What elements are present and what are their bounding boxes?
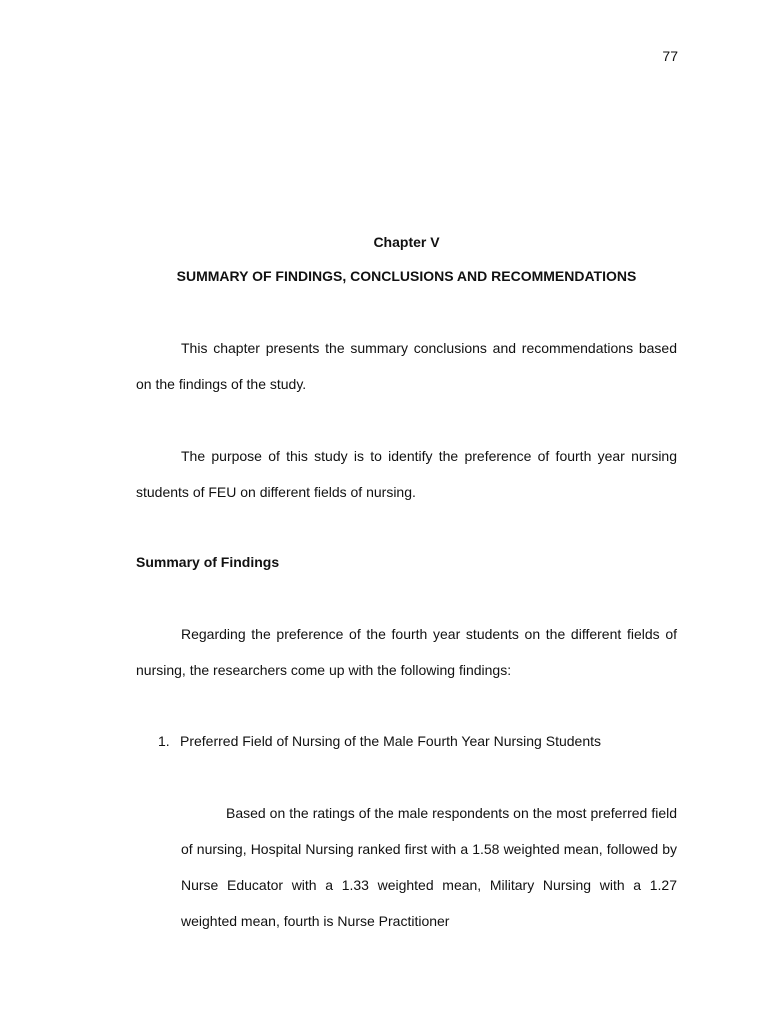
findings-intro-paragraph: Regarding the preference of the fourth year students on the different fields of nursing, the researchers come up with the following findings: — [136, 626, 677, 678]
page-number: 77 — [662, 48, 678, 64]
section-heading: Summary of Findings — [136, 554, 280, 570]
intro-paragraph: This chapter presents the summary conclusions and recommendations based on the findings of the study. — [136, 340, 677, 392]
chapter-label: Chapter V — [373, 234, 440, 250]
list-item-paragraph: Based on the ratings of the male respondents on the most preferred field of nursing, Hospital Nursing ranked first with a 1.58 weighted mean, followed by Nurse Educator with a 1.33 weighted mean, Military Nursing with a 1.27 weighted mean, fourth is Nurse Practitioner — [181, 805, 677, 929]
purpose-paragraph: The purpose of this study is to identify the preference of fourth year nursing students of FEU on different fields of nursing. — [136, 448, 677, 500]
list-item-title: Preferred Field of Nursing of the Male Fourth Year Nursing Students — [180, 733, 601, 749]
list-item-number: 1. — [158, 733, 170, 749]
chapter-title: SUMMARY OF FINDINGS, CONCLUSIONS AND RECOMMENDATIONS — [176, 268, 637, 284]
list-item — [158, 733, 601, 749]
